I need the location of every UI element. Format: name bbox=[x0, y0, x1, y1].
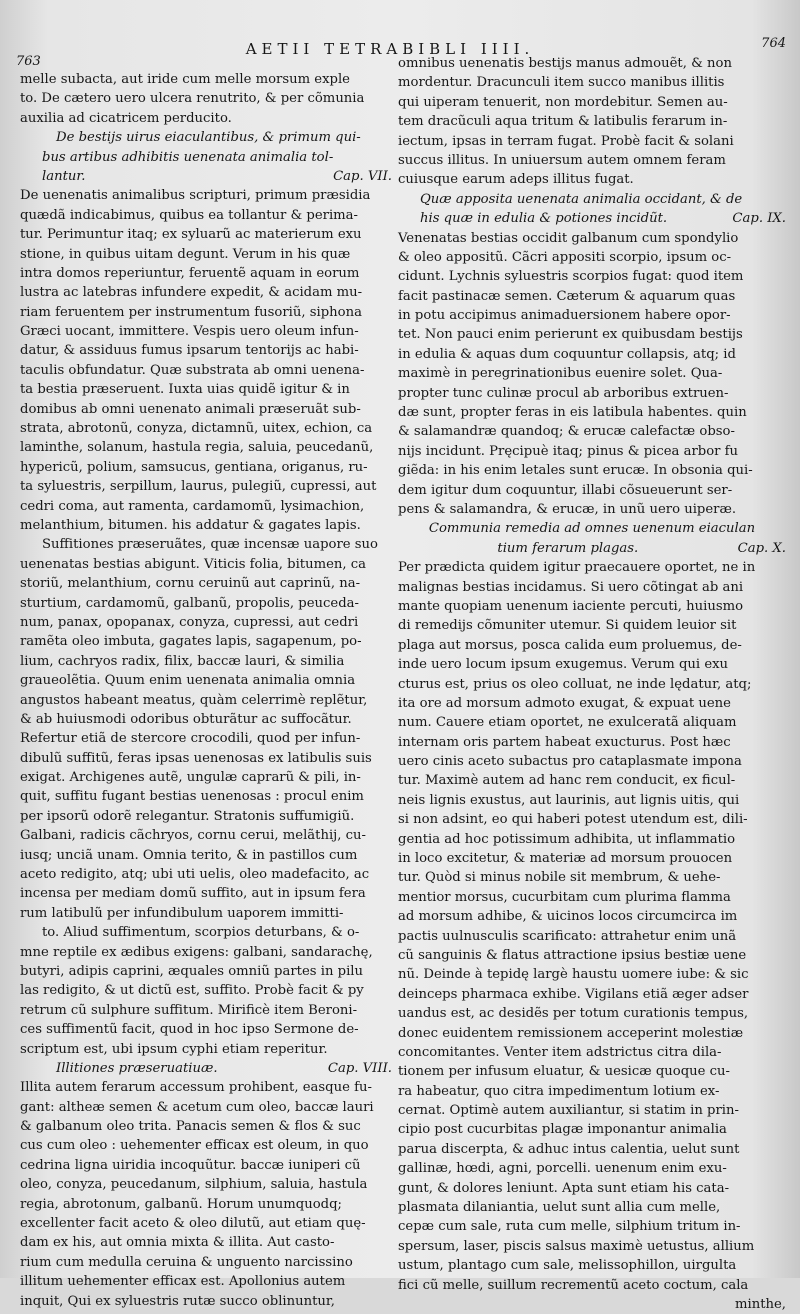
text-line bbox=[20, 555, 392, 574]
line-text: dæ sunt, propter feras in eis latibula habentes. quin bbox=[398, 405, 747, 421]
text-line bbox=[398, 1159, 786, 1178]
line-text: aceto redigito, atq; ubi uti uelis, oleo madefacito, ac bbox=[20, 867, 370, 883]
text-line bbox=[20, 283, 392, 302]
text-line bbox=[20, 1253, 392, 1272]
text-line bbox=[398, 519, 786, 538]
line-text: laminthe, solanum, hastula regia, saluia, peucedanũ, bbox=[20, 440, 374, 456]
line-text: dem igitur dum coquuntur, illabi cõsueuerunt ser- bbox=[398, 482, 733, 498]
text-line bbox=[398, 93, 786, 112]
text-line bbox=[398, 616, 786, 635]
line-text: hypericũ, polium, samsucus, gentiana, origanus, ru- bbox=[20, 459, 368, 475]
text-line bbox=[20, 1195, 392, 1214]
text-line bbox=[20, 749, 392, 768]
line-text: ustum, plantago cum sale, melissophillon, uirgulta bbox=[398, 1258, 737, 1274]
text-line bbox=[20, 516, 392, 535]
text-line bbox=[398, 1140, 786, 1159]
text-line bbox=[20, 1272, 392, 1291]
line-text: lium, cachryos radix, filix, baccæ lauri, & similia bbox=[20, 653, 345, 669]
text-line bbox=[398, 190, 786, 209]
text-line bbox=[20, 245, 392, 264]
text-line bbox=[398, 73, 786, 92]
text-line bbox=[398, 170, 786, 189]
line-text: tur. Quòd si minus nobile sit membrum, & uehe- bbox=[398, 870, 721, 886]
text-line bbox=[20, 1233, 392, 1252]
text-line bbox=[20, 322, 392, 341]
line-text: cernat. Optimè autem auxiliantur, si statim in prin- bbox=[398, 1103, 739, 1119]
line-text: domibus ab omni uenenato animali præseruãt sub- bbox=[20, 401, 361, 417]
line-text: Communia remedia ad omnes uenenum eiaculan bbox=[428, 521, 756, 537]
line-text: storiũ, melanthium, cornu ceruinũ aut caprinũ, na- bbox=[20, 576, 361, 592]
line-text: malignas bestias incidamus. Si uero cõtingat ab ani bbox=[398, 579, 744, 595]
right-text-column bbox=[398, 54, 786, 1312]
line-text: gentia ad hoc potissimum adhibita, ut inflammatio bbox=[398, 831, 736, 847]
text-line bbox=[20, 1156, 392, 1175]
line-text: datur, & assiduus fumus ipsarum tentorijs ac habi- bbox=[20, 343, 359, 359]
line-text: oleo, conyza, peucedanum, silphium, saluia, hastula bbox=[20, 1177, 368, 1193]
line-text: ces suffimentũ facit, quod in hoc ipso Sermone de- bbox=[20, 1022, 359, 1038]
line-text: in edulia & aquas dum coquuntur collapsis, atq; id bbox=[398, 346, 736, 362]
text-line bbox=[398, 481, 786, 500]
text-line bbox=[398, 539, 786, 558]
text-line bbox=[20, 419, 392, 438]
line-text: cturus est, prius os oleo colluat, ne inde lędatur, atq; bbox=[398, 676, 752, 692]
line-text: ad morsum adhibe, & uicinos locos circumcirca im bbox=[398, 909, 738, 925]
line-text: inquit, Qui ex syluestris rutæ succo oblinuntur, bbox=[20, 1293, 335, 1309]
line-text: riam feruentem per instrumentum fusoriũ, siphona bbox=[20, 304, 362, 320]
line-text: minthe, bbox=[734, 1297, 786, 1312]
line-text: mentior morsus, cucurbitam cum plurima flamma bbox=[398, 889, 731, 905]
line-text: parua discerpta, & adhuc intus calentia, uelut sunt bbox=[398, 1141, 740, 1157]
text-line bbox=[20, 458, 392, 477]
line-text: per ipsorũ odorẽ relegantur. Stratonis suffumigiũ. bbox=[20, 808, 355, 824]
line-text: & salamandræ quandoq; & erucæ calefactæ obso- bbox=[398, 424, 735, 440]
text-line bbox=[398, 229, 786, 248]
text-line bbox=[398, 500, 786, 519]
text-line bbox=[398, 422, 786, 441]
text-line bbox=[20, 303, 392, 322]
line-text: ita ore ad morsum admoto exugat, & expuat uene bbox=[398, 695, 731, 711]
text-line bbox=[20, 477, 392, 496]
chapter-number: Cap. VIII. bbox=[327, 1060, 392, 1076]
text-line bbox=[20, 167, 392, 186]
text-line bbox=[398, 1101, 786, 1120]
text-line bbox=[398, 597, 786, 616]
text-line bbox=[398, 868, 786, 887]
text-line bbox=[398, 306, 786, 325]
text-line bbox=[20, 652, 392, 671]
line-text: gunt, & dolores leniunt. Apta sunt etiam his cata- bbox=[398, 1180, 730, 1196]
text-line bbox=[20, 923, 392, 942]
text-line bbox=[398, 54, 786, 73]
text-line bbox=[398, 946, 786, 965]
text-line bbox=[398, 907, 786, 926]
line-text: uero cinis aceto subactus pro cataplasmate impona bbox=[398, 754, 742, 770]
text-line bbox=[20, 594, 392, 613]
text-line bbox=[20, 904, 392, 923]
text-line bbox=[20, 865, 392, 884]
line-text: incensa per mediam domũ suffito, aut in ipsum fera bbox=[20, 886, 366, 902]
text-line bbox=[20, 264, 392, 283]
line-text: Suffitiones præseruãtes, quæ incensæ uapore suo bbox=[42, 537, 378, 553]
text-line bbox=[398, 810, 786, 829]
text-line bbox=[20, 1020, 392, 1039]
line-text: quædã indicabimus, quibus ea tollantur & perima- bbox=[20, 207, 359, 223]
text-line bbox=[398, 849, 786, 868]
line-text: spersum, laser, piscis salsus maximè uetustus, allium bbox=[398, 1238, 755, 1254]
text-line bbox=[398, 267, 786, 286]
text-line bbox=[398, 248, 786, 267]
text-line bbox=[20, 846, 392, 865]
line-text: De bestijs uirus eiaculantibus, & primum qui- bbox=[56, 130, 361, 146]
line-text: Venenatas bestias occidit galbanum cum spondylio bbox=[398, 230, 739, 246]
line-text: maximè in peregrinationibus euenire solet. Qua- bbox=[398, 366, 723, 382]
line-text: num, panax, opopanax, conyza, cupressi, aut cedri bbox=[20, 614, 359, 630]
line-text: angustos habeant meatus, quàm celerrimè replẽtur, bbox=[20, 692, 368, 708]
text-line bbox=[398, 1043, 786, 1062]
line-text: tionem per infusum eluatur, & uesicæ quoque cu- bbox=[398, 1064, 730, 1080]
left-text-column bbox=[20, 70, 392, 1309]
line-text: concomitantes. Venter item adstrictus citra dila- bbox=[398, 1044, 722, 1060]
line-text: butyri, adipis caprini, æquales omniũ partes in pilu bbox=[20, 963, 363, 979]
line-text: num. Cauere etiam oportet, ne exulceratã aliquam bbox=[398, 715, 737, 731]
line-text: dibulũ suffitũ, feras ipsas uenenosas ex latibulis suis bbox=[20, 750, 372, 766]
line-text: melle subacta, aut iride cum melle morsum exple bbox=[20, 72, 350, 87]
line-text: cuiusque earum adeps illitus fugat. bbox=[398, 172, 634, 188]
text-line bbox=[398, 636, 786, 655]
line-text: cipio post cucurbitas plagæ imponantur animalia bbox=[398, 1122, 727, 1138]
line-text: Illitiones præseruatiuæ. bbox=[56, 1060, 218, 1076]
line-text: gallinæ, hœdi, agni, porcelli. uenenum enim exu- bbox=[398, 1161, 727, 1177]
line-text: gant: altheæ semen & acetum cum oleo, baccæ lauri bbox=[20, 1099, 374, 1115]
line-text: lustra ac latebras infundere expedit, & acidam mu- bbox=[20, 285, 363, 301]
text-line bbox=[20, 1292, 392, 1311]
line-text: melanthium, bitumen. his addatur & gagates lapis. bbox=[20, 517, 361, 533]
text-line bbox=[398, 675, 786, 694]
line-text: & galbanum oleo trita. Panacis semen & flos & suc bbox=[20, 1119, 361, 1135]
text-line bbox=[398, 151, 786, 170]
text-line bbox=[20, 1001, 392, 1020]
line-text: his quæ in edulia & potiones incidũt. bbox=[420, 211, 668, 227]
line-text: omnibus uenenatis bestijs manus admouẽt, & non bbox=[398, 56, 732, 71]
line-text: nũ. Deinde à tepidę largè haustu uomere iube: & sic bbox=[398, 967, 749, 983]
line-text: in loco excitetur, & materiæ ad morsum prouocen bbox=[398, 851, 733, 867]
line-text: regia, abrotonum, galbanũ. Horum unumquodq; bbox=[20, 1196, 342, 1212]
line-text: pens & salamandra, & erucæ, in unũ uero uiperæ. bbox=[398, 501, 737, 517]
line-text: deinceps pharmaca exhibe. Vigilans etiã æger adser bbox=[398, 986, 749, 1002]
text-line bbox=[398, 1120, 786, 1139]
text-line bbox=[20, 89, 392, 108]
text-line bbox=[20, 1136, 392, 1155]
text-line bbox=[20, 1117, 392, 1136]
text-line bbox=[20, 884, 392, 903]
line-text: in potu accipimus animaduersionem habere opor- bbox=[398, 308, 731, 324]
text-line bbox=[20, 613, 392, 632]
text-line bbox=[398, 1276, 786, 1295]
text-line bbox=[398, 791, 786, 810]
line-text: ta bestia præseruent. Iuxta uias quidẽ igitur & in bbox=[20, 382, 350, 398]
text-line bbox=[20, 225, 392, 244]
line-text: taculis obfundatur. Quæ substrata ab omni uenena- bbox=[20, 362, 365, 378]
text-line bbox=[20, 729, 392, 748]
line-text: Galbani, radicis cãchryos, cornu cerui, melãthij, cu- bbox=[20, 828, 366, 844]
text-line bbox=[398, 830, 786, 849]
text-line bbox=[20, 438, 392, 457]
line-text: inde uero locum ipsum exugemus. Verum qui exu bbox=[398, 657, 729, 673]
text-line bbox=[398, 364, 786, 383]
line-text: cidunt. Lychnis syluestris scorpios fugat: quod item bbox=[398, 269, 744, 285]
line-text: strata, abrotonũ, conyza, dictamnũ, uitex, echion, ca bbox=[20, 421, 373, 437]
text-line bbox=[398, 461, 786, 480]
text-line bbox=[398, 1179, 786, 1198]
line-text: to. Aliud suffimentum, scorpios deturbans, & o- bbox=[42, 925, 360, 941]
text-line bbox=[20, 632, 392, 651]
line-text: mordentur. Dracunculi item succo manibus illitis bbox=[398, 75, 725, 91]
line-text: tem dracũculi aqua tritum & latibulis ferarum in- bbox=[398, 114, 728, 130]
text-line bbox=[398, 888, 786, 907]
text-line bbox=[20, 807, 392, 826]
line-text: si non adsint, eo qui haberi potest utendum est, dili- bbox=[398, 812, 748, 828]
line-text: tur. Maximè autem ad hanc rem conducit, ex ficul- bbox=[398, 773, 736, 789]
line-text: rium cum medulla ceruina & unguento narcissino bbox=[20, 1254, 353, 1270]
text-line bbox=[20, 361, 392, 380]
line-text: donec euidentem remissionem acceperint molestiæ bbox=[398, 1025, 744, 1041]
text-line bbox=[20, 787, 392, 806]
line-text: cũ sanguinis & flatus attractione ipsius bestiæ uene bbox=[398, 947, 747, 963]
line-text: pactis uulnusculis scarificato: attrahetur enim unã bbox=[398, 928, 737, 944]
chapter-number: Cap. IX. bbox=[732, 211, 786, 227]
text-line bbox=[398, 1024, 786, 1043]
line-text: plaga aut morsus, posca calida eum proluemus, de- bbox=[398, 637, 742, 653]
page-number-right: 764 bbox=[761, 36, 786, 51]
line-text: las redigito, & ut dictũ est, suffito. Probè facit & py bbox=[20, 983, 364, 999]
text-line bbox=[398, 442, 786, 461]
text-line bbox=[20, 691, 392, 710]
line-text: plasmata dilaniantia, uelut sunt allia cum melle, bbox=[398, 1200, 721, 1216]
text-line bbox=[398, 209, 786, 228]
text-line bbox=[20, 380, 392, 399]
line-text: intra domos reperiuntur, feruentẽ aquam in eorum bbox=[20, 265, 360, 281]
text-line bbox=[398, 325, 786, 344]
text-line bbox=[398, 1237, 786, 1256]
line-text: ra habeatur, quo citra impedimentum lotium ex- bbox=[398, 1083, 720, 1099]
text-line bbox=[398, 713, 786, 732]
text-line bbox=[398, 384, 786, 403]
text-line bbox=[398, 558, 786, 577]
text-line bbox=[398, 694, 786, 713]
text-line bbox=[20, 962, 392, 981]
line-text: dam ex his, aut omnia mixta & illita. Aut casto- bbox=[20, 1235, 335, 1251]
text-line bbox=[398, 752, 786, 771]
text-line bbox=[398, 965, 786, 984]
text-line bbox=[398, 771, 786, 790]
text-line bbox=[20, 574, 392, 593]
line-text: Græci uocant, immittere. Vespis uero oleum infun- bbox=[20, 324, 359, 340]
text-line bbox=[398, 1004, 786, 1023]
line-text: De uenenatis animalibus scripturi, primum præsidia bbox=[20, 188, 371, 204]
running-title: AETII TETRABIBLI IIII. bbox=[245, 40, 535, 58]
text-line bbox=[398, 927, 786, 946]
text-line bbox=[20, 1078, 392, 1097]
line-text: fici cũ melle, suillum recrementũ aceto coctum, cala bbox=[398, 1277, 749, 1293]
text-line bbox=[20, 70, 392, 89]
text-line bbox=[398, 578, 786, 597]
text-line bbox=[398, 403, 786, 422]
line-text: auxilia ad cicatricem perducito. bbox=[20, 110, 232, 126]
text-line bbox=[398, 733, 786, 752]
line-text: rum latibulũ per infundibulum uaporem immitti- bbox=[20, 905, 344, 921]
line-text: scriptum est, ubi ipsum cyphi etiam reperitur. bbox=[20, 1041, 328, 1057]
text-line bbox=[20, 768, 392, 787]
line-text: to. De cætero uero ulcera renutrito, & per cõmunia bbox=[20, 91, 365, 107]
text-line bbox=[20, 1040, 392, 1059]
text-line bbox=[20, 186, 392, 205]
text-line bbox=[20, 109, 392, 128]
line-text: succus illitus. In uniuersum autem omnem feram bbox=[398, 152, 726, 168]
text-line bbox=[20, 497, 392, 516]
line-text: Refertur etiã de stercore crocodili, quod per infun- bbox=[20, 731, 361, 747]
text-line bbox=[20, 710, 392, 729]
line-text: propter tunc culinæ procul ab arboribus extruen- bbox=[398, 385, 729, 401]
page-number-left: 763 bbox=[16, 54, 41, 69]
line-text: excellenter facit aceto & oleo dilutũ, aut etiam quę- bbox=[20, 1216, 366, 1232]
line-text: iusq; unciã unam. Omnia terito, & in pastillos cum bbox=[20, 847, 358, 863]
line-text: uenenatas bestias abigunt. Viticis folia, bitumen, ca bbox=[20, 556, 367, 572]
text-line bbox=[398, 1295, 786, 1314]
text-line bbox=[20, 1214, 392, 1233]
line-text: uandus est, ac desidẽs per totum curationis tempus, bbox=[398, 1006, 749, 1022]
text-line bbox=[20, 400, 392, 419]
text-line bbox=[20, 206, 392, 225]
line-text: ramẽta oleo imbuta, gagates lapis, sagapenum, po- bbox=[20, 634, 362, 650]
text-line bbox=[398, 132, 786, 151]
line-text: facit pastinacæ semen. Cæterum & aquarum quas bbox=[398, 288, 736, 304]
text-line bbox=[20, 148, 392, 167]
text-line bbox=[398, 1082, 786, 1101]
line-text: illitum uehementer efficax est. Apollonius autem bbox=[20, 1274, 346, 1290]
line-text: cepæ cum sale, ruta cum melle, silphium tritum in- bbox=[398, 1219, 741, 1235]
line-text: graueolẽtia. Quum enim uenenata animalia omnia bbox=[20, 673, 356, 689]
line-text: mne reptile ex ædibus exigens: galbani, sandarachę, bbox=[20, 944, 373, 960]
line-text: ta syluestris, serpillum, laurus, pulegiũ, cupressi, aut bbox=[20, 479, 377, 495]
text-line bbox=[20, 341, 392, 360]
line-text: quit, suffitu fugant bestias uenenosas : procul enim bbox=[20, 789, 364, 805]
line-text: cedrina ligna uiridia incoquũtur. baccæ iuniperi cũ bbox=[20, 1157, 361, 1173]
line-text: di remedijs cõmuniter utemur. Si quidem leuior sit bbox=[398, 618, 737, 634]
text-line bbox=[20, 1175, 392, 1194]
chapter-number: Cap. VII. bbox=[333, 168, 392, 184]
text-line bbox=[20, 128, 392, 147]
line-text: iectum, ipsas in terram fugat. Probè facit & solani bbox=[398, 133, 734, 149]
text-line bbox=[398, 1198, 786, 1217]
text-line bbox=[398, 655, 786, 674]
text-line bbox=[20, 981, 392, 1000]
line-text: internam oris partem habeat exucturus. Post hæc bbox=[398, 734, 731, 750]
line-text: qui uiperam tenuerit, non mordebitur. Semen au- bbox=[398, 94, 728, 110]
text-line bbox=[398, 1256, 786, 1275]
line-text: neis lignis exustus, aut laurinis, aut lignis uitis, qui bbox=[398, 792, 740, 808]
line-text: tur. Perimuntur itaq; ex syluarũ ac materierum exu bbox=[20, 227, 362, 243]
line-text: tet. Non pauci enim perierunt ex quibusdam bestijs bbox=[398, 327, 743, 343]
line-text: tium ferarum plagas. bbox=[497, 540, 639, 556]
line-text: & ab huiusmodi odoribus obturãtur ac suffocãtur. bbox=[20, 711, 352, 727]
line-text: Quæ apposita uenenata animalia occidant, & de bbox=[420, 191, 743, 207]
line-text: cedri coma, aut ramenta, cardamomũ, lysimachion, bbox=[20, 498, 365, 514]
text-line bbox=[398, 985, 786, 1004]
text-line bbox=[398, 345, 786, 364]
text-line bbox=[20, 535, 392, 554]
text-line bbox=[20, 1059, 392, 1078]
text-line bbox=[398, 1062, 786, 1081]
text-line bbox=[398, 287, 786, 306]
line-text: stione, in quibus uitam degunt. Verum in his quæ bbox=[20, 246, 351, 262]
line-text: Per prædicta quidem igitur praecauere oportet, ne in bbox=[398, 560, 756, 576]
line-text: giẽda: in his enim letales sunt erucæ. In obsonia qui- bbox=[398, 463, 753, 479]
line-text: nijs incidunt. Pręcipuè itaq; pinus & picea arbor fu bbox=[398, 443, 739, 459]
line-text: bus artibus adhibitis uenenata animalia tol- bbox=[42, 149, 334, 165]
text-line bbox=[20, 1098, 392, 1117]
text-line bbox=[20, 943, 392, 962]
line-text: exigat. Archigenes autẽ, ungulæ caprarũ & pili, in- bbox=[20, 770, 361, 786]
text-line bbox=[20, 671, 392, 690]
text-line bbox=[20, 826, 392, 845]
text-line bbox=[398, 112, 786, 131]
line-text: mante quopiam uenenum iaciente percuti, huiusmo bbox=[398, 598, 744, 614]
line-text: sturtium, cardamomũ, galbanũ, propolis, peuceda- bbox=[20, 595, 359, 611]
line-text: & oleo appositũ. Cãcri appositi scorpio, ipsum oc- bbox=[398, 249, 732, 265]
line-text: Illita autem ferarum accessum prohibent, easque fu- bbox=[20, 1080, 372, 1096]
line-text: lantur. bbox=[42, 168, 86, 184]
chapter-number: Cap. X. bbox=[737, 540, 786, 556]
line-text: cus cum oleo : uehementer efficax est oleum, in quo bbox=[20, 1138, 369, 1154]
text-line bbox=[398, 1217, 786, 1236]
line-text: retrum cũ sulphure suffitum. Mirificè item Beroni- bbox=[20, 1002, 358, 1018]
